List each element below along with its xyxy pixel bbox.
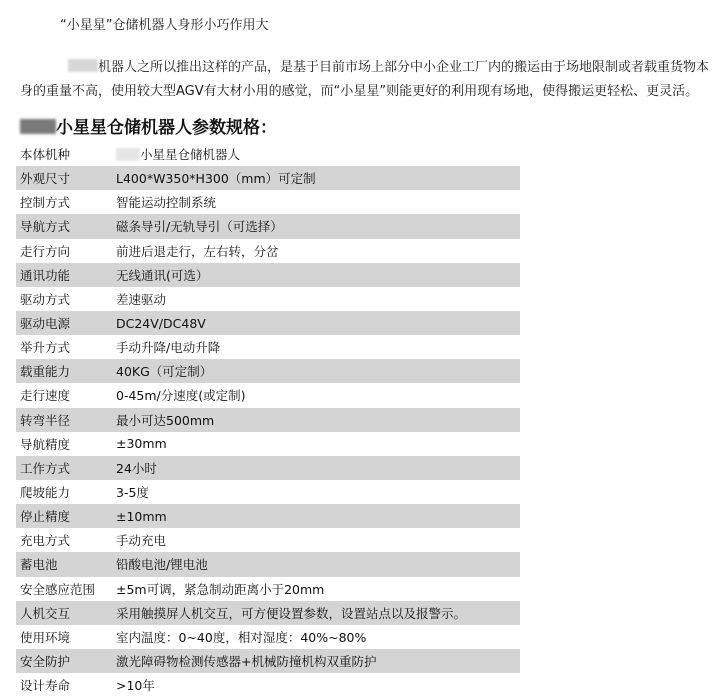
spec-value: 采用触摸屏人机交互，可方便设置参数，设置站点以及报警示。 [116,605,467,621]
spec-key: 使用环境 [20,629,71,645]
spec-key: 爬坡能力 [20,485,71,501]
spec-key: 充电方式 [20,533,71,549]
spec-key: 外观尺寸 [20,171,71,187]
spec-key: 控制方式 [20,195,71,211]
spec-key: 走行方向 [20,243,71,259]
spec-value: 室内温度：0~40度，相对湿度：40%~80% [116,629,367,645]
spec-row [16,166,520,190]
spec-key: 人机交互 [20,605,71,621]
spec-row [16,214,520,238]
spec-value: 3-5度 [116,485,149,501]
spec-row [16,239,520,263]
spec-value: >10年 [116,678,155,694]
spec-value: 前进后退走行，左右转，分岔 [116,243,279,259]
spec-value: 24小时 [116,460,157,476]
redacted-brand-cell [116,148,140,161]
spec-heading [20,116,277,140]
spec-value: 铅酸电池/锂电池 [116,557,208,573]
spec-key: 通讯功能 [20,267,71,283]
spec-value: ±30mm [116,436,167,452]
spec-key: 驱动电源 [20,316,71,332]
spec-table [16,142,520,697]
spec-heading-text: 小星星仓储机器人参数规格： [56,118,277,138]
spec-key: 导航方式 [20,219,71,235]
spec-value: 无线通讯(可选） [116,267,209,283]
redacted-brand-heading [20,119,56,134]
spec-row [16,456,520,480]
spec-row [16,287,520,311]
spec-value [116,145,240,163]
spec-row [16,190,520,214]
article-subtitle: “小星星”仓储机器人身形小巧作用大 [60,18,269,33]
spec-key: 安全防护 [20,654,71,670]
spec-row [16,408,520,432]
spec-key: 安全感应范围 [20,581,96,597]
intro-paragraph-text: 机器人之所以推出这样的产品，是基于目前市场上部分中小企业工厂内的搬运由于场地限制或者载重货物本身的重量不高，使用较大型AGV有大材小用的感觉，而“小星星”则能更好的利用现有场地，使得搬运更轻松、更灵活。 [20,60,710,99]
spec-row [16,552,520,576]
spec-key: 驱动方式 [20,291,71,307]
spec-value: 磁条导引/无轨导引（可选择） [116,219,283,235]
spec-row [16,528,520,552]
spec-key: 蓄电池 [20,557,58,573]
spec-row [16,577,520,601]
spec-row [16,311,520,335]
spec-key: 举升方式 [20,340,71,356]
spec-key: 停止精度 [20,509,71,525]
spec-value: L400*W350*H300（mm）可定制 [116,171,316,187]
spec-value: 激光障碍物检测传感器+机械防撞机构双重防护 [116,654,377,670]
spec-key: 载重能力 [20,364,71,380]
spec-row [16,649,520,673]
spec-row [16,601,520,625]
spec-row [16,625,520,649]
spec-row [16,504,520,528]
spec-key: 设计寿命 [20,678,71,694]
spec-value: 差速驱动 [116,291,167,307]
spec-value: 40KG（可定制） [116,364,213,380]
intro-paragraph [20,56,710,104]
spec-row [16,142,520,166]
spec-value: DC24V/DC48V [116,315,206,331]
spec-row [16,359,520,383]
redacted-brand [68,59,98,72]
spec-key: 导航精度 [20,436,71,452]
spec-row [16,432,520,456]
spec-row [16,673,520,697]
spec-value: 智能运动控制系统 [116,195,217,211]
spec-row [16,263,520,287]
spec-key: 走行速度 [20,388,71,404]
spec-value: 手动升降/电动升降 [116,340,221,356]
spec-value-text: 小星星仓储机器人 [140,147,241,163]
spec-value: 最小可达500mm [116,412,215,428]
spec-row [16,383,520,407]
spec-key: 工作方式 [20,460,71,476]
spec-value: 手动充电 [116,533,167,549]
spec-value: 0-45m/分速度(或定制) [116,388,246,404]
spec-key: 本体机种 [20,147,71,163]
spec-key: 转弯半径 [20,412,71,428]
spec-value: ±5m可调，紧急制动距离小于20mm [116,581,325,597]
spec-row [16,335,520,359]
spec-value: ±10mm [116,508,167,524]
spec-row [16,480,520,504]
